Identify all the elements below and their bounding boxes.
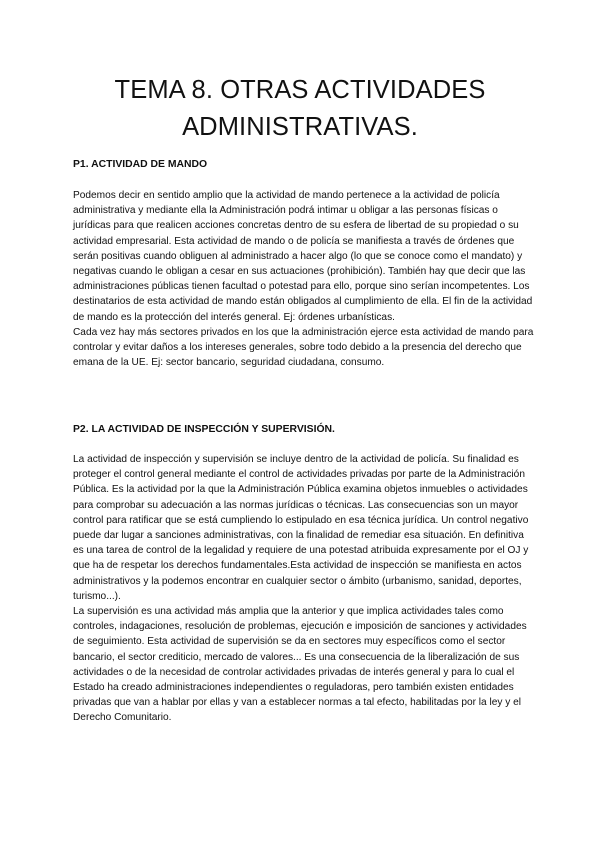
paragraph: Cada vez hay más sectores privados en los que la administración ejerce esta actividad de mando para controlar y evitar daños a los intereses generales, sobre todo debido a la presencia del derecho que emana de la UE. Ej: sector bancario, seguridad ciudadana, consumo. (73, 326, 534, 369)
paragraph: La supervisión es una actividad más amplia que la anterior y que implica actividades tales como controles, indagaciones, resolución de problemas, ejecución e imposición de sanciones y actividades de seguimiento. Esta actividad de supervisión se da en sectores muy específicos como el sector bancario, el sector crediticio, mercado de valores... Es una consecuencia de la liberalización de sus actividades o de la necesidad de controlar actividades privadas de interés general y para lo cual el Estado ha creado administraciones independientes o reguladoras, pero también existen entidades privadas que van a hablar por ellas y van a establecer normas a tal efecto, habilitadas por la ley y el Derecho Comunitario. (73, 606, 527, 724)
section-heading-p2: P2. LA ACTIVIDAD DE INSPECCIÓN Y SUPERVISIÓN. (73, 424, 335, 435)
paragraph: La actividad de inspección y supervisión se incluye dentro de la actividad de policía. Su finalidad es proteger el control general mediante el control de actividades privadas por parte de la Administración Pública. Es la actividad por la que la Administración Pública examina objetos inmuebles o actividades para comprobar su adecuación a las normas jurídicas o técnicas. Las consecuencias son un mayor control para ratificar que se está cumpliendo lo estipulado en esa técnica jurídica. Un control negativo puede dar lugar a sanciones administrativas, con la finalidad de remediar esa situación. En definitiva es una tarea de control de la legalidad y requiere de una potestad atribuida expresamente por el OJ y que ha de respetar los derechos fundamentales.Esta actividad de inspección se manifiesta en actos administrativos y la podemos encontrar en cualquier sector o ámbito (urbanismo, sanidad, deportes, turismo...). (73, 454, 529, 602)
paragraph: Podemos decir en sentido amplio que la actividad de mando pertenece a la actividad de policía administrativa y mediante ella la Administración podrá intimar u obligar a las personas físicas o jurídicas para que realicen acciones concretas dentro de su esfera de libertad de su propiedad o su actividad empresarial. Esta actividad de mando o de policía se manifiesta a través de órdenes que serán positivas cuando obliguen al administrado a hacer algo (lo que se conoce como el mandato) y negativas cuando le obligan a cesar en sus actuaciones (prohibición). También hay que decir que las administraciones públicas tienen facultad o potestad para ello, porque sino serían incompetentes. Los destinatarios de esta actividad de mando están obligados al cumplimiento de ella. El fin de la actividad de mando es la protección del interés general. Ej: órdenes urbanísticas. (73, 190, 533, 323)
document-title-line-1: TEMA 8. OTRAS ACTIVIDADES (114, 76, 486, 104)
section-heading-p1: P1. ACTIVIDAD DE MANDO (73, 159, 208, 170)
section-body-p2 (73, 452, 535, 726)
document-title-line-2: ADMINISTRATIVAS. (182, 113, 418, 141)
section-body-p1 (73, 188, 535, 370)
